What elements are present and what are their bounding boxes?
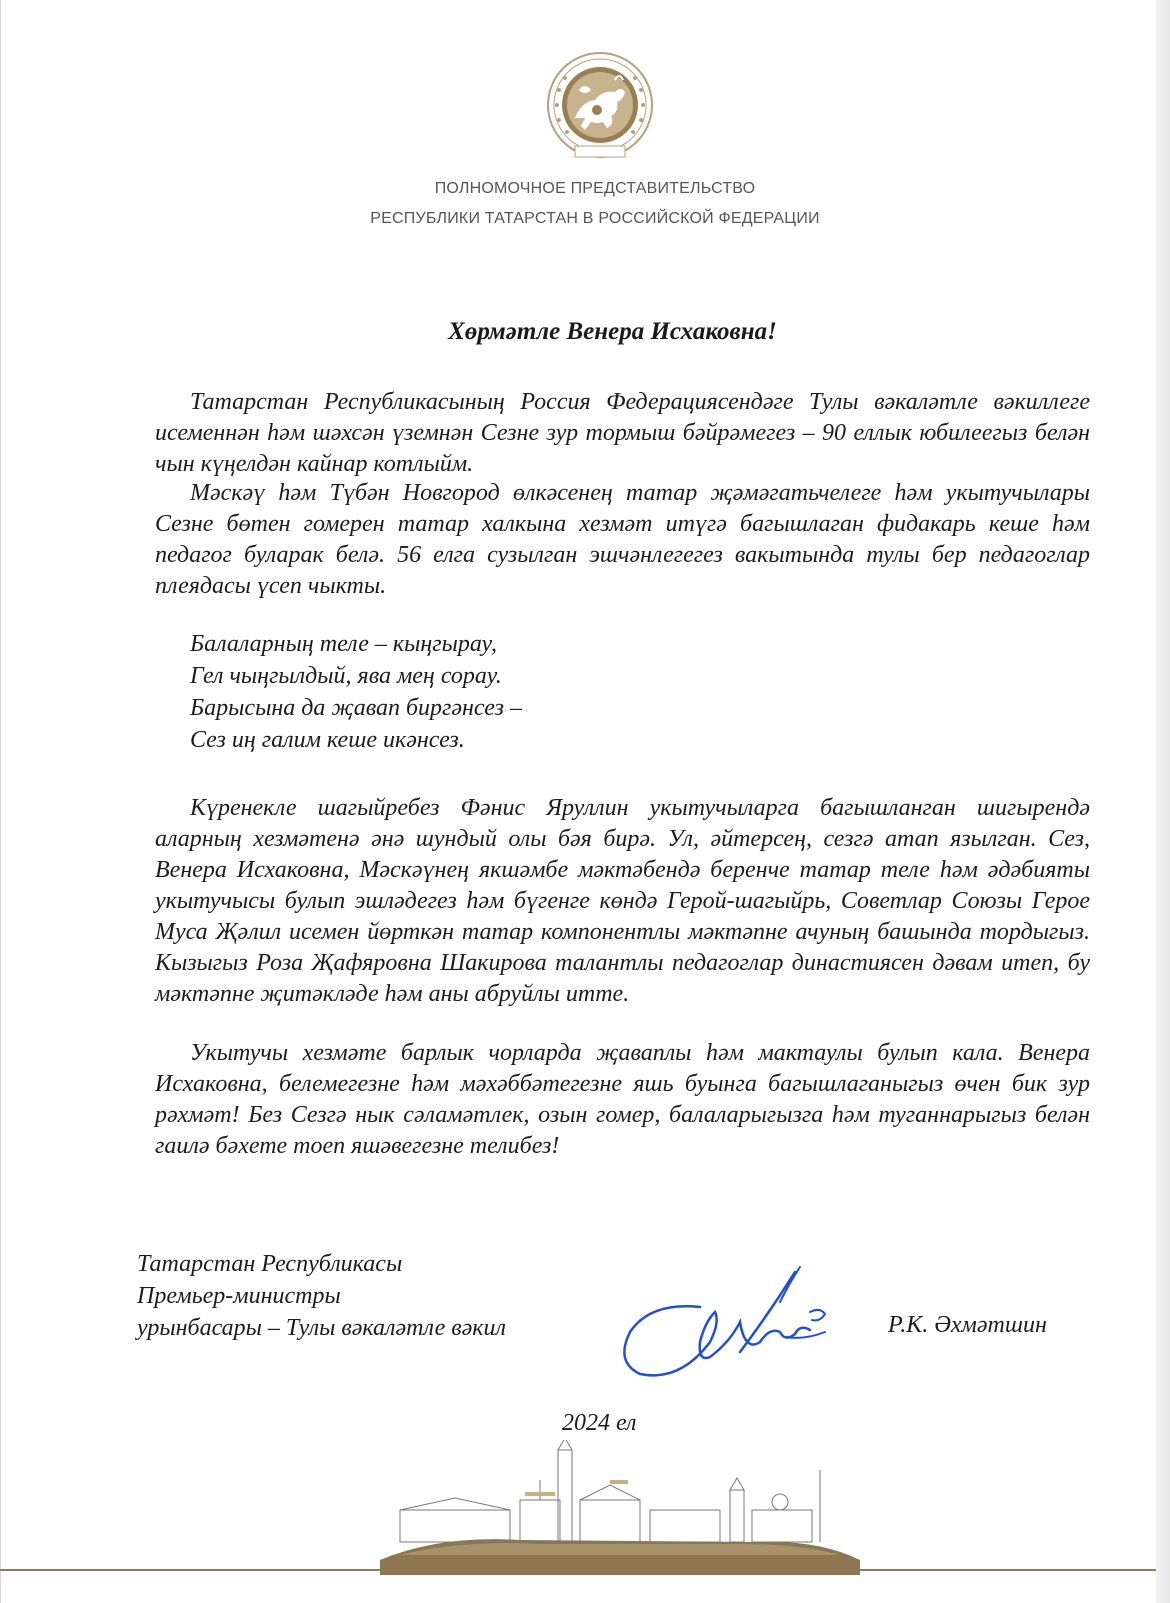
poem-line: Балаларның теле – кыңгырау, [190, 631, 497, 657]
signer-name: Р.К. Әхмәтшин [888, 1312, 1047, 1338]
poem-quote [190, 628, 522, 756]
paragraph-4-text: Укытучы хезмәте барлык чорларда җаваплы һәм мактаулы булып кала. Венера Исхаковна, белемегезне һәм мәхәббәтегезне яшь буынга багышлаганыгыз өчен бик зур рәхмәт! Без Сезгә нык сәламәтлек, озын гомер, балаларыгызга һәм туганнарыгыз белән гаилә бәхете тоеп яшәвегезне телибез! [155, 1040, 1090, 1159]
paragraph-1-text: Татарстан Республикасының Россия Федерациясендәге Тулы вәкаләтле вәкиллеге исеменнән һәм шәхсән үземнән Сезне зур тормыш бәйрәмегез – 90 еллык юбилеегыз белән чын күңелдән кайнар котлыйм. [155, 389, 1090, 477]
letter-year: 2024 ел [562, 1410, 637, 1436]
page-edge [1156, 0, 1170, 1603]
letter-paragraph-4 [155, 1038, 1090, 1162]
letter-paragraph-3 [155, 793, 1090, 1010]
signatory-title-line-3: урынбасары – Тулы вәкаләтле вәкил [137, 1315, 506, 1341]
org-name-line-2: РЕСПУБЛИКИ ТАТАРСТАН В РОССИЙСКОЙ ФЕДЕРАЦИИ [370, 210, 820, 227]
org-name-line-1: ПОЛНОМОЧНОЕ ПРЕДСТАВИТЕЛЬСТВО [434, 180, 756, 197]
footer-rule [0, 1569, 1156, 1571]
handwritten-signature-icon [620, 1262, 850, 1392]
poem-line: Сез иң галим кеше икәнсез. [190, 727, 465, 753]
letter-greeting: Хөрмәтле Венера Исхаковна! [448, 318, 777, 345]
letter-paragraph-1 [155, 387, 1090, 480]
signatory-title-line-2: Премьер-министры [137, 1283, 341, 1309]
tatarstan-coat-of-arms-icon [545, 50, 655, 165]
paragraph-3-text: Күренекле шагыйребез Фәнис Яруллин укытучыларга багышланган шигырендә аларның хезмәтенә әнә шундый олы бәя бирә. Ул, әйтерсең, сезгә атап язылган. Сез, Венера Исхаковна, Мәскәүнең якшәмбе мәктәбендә беренче татар теле һәм әдәбияты укытучысы булып эшләдегез һәм бүгенге көндә Герой-шагыйрь, Советлар Союзы Герое Муса Җәлил исемен йөрткән татар компонентлы мәктәпне ачуның башында тордыгыз. Кызыгыз Роза Җафяровна Шакирова талантлы педагоглар династиясен дәвам итеп, бу мәктәпне җитәкләде һәм аны абруйлы итте. [155, 795, 1090, 1007]
kazan-kremlin-illustration-icon [380, 1440, 860, 1575]
poem-line: Гел чыңгылдый, ява мең сорау. [190, 663, 502, 689]
poem-line: Барысына да җавап биргәнсез – [190, 695, 522, 721]
signatory-title [137, 1248, 506, 1344]
paragraph-2-text: Мәскәү һәм Түбән Новгород өлкәсенең татар җәмәгатьчелеге һәм укытучылары Сезне бөтен гомерен татар халкына хезмәт итүгә багышлаган фидакарь кеше һәм педагог буларак белә. 56 елга сузылган эшчәнлегегез вакытында тулы бер педагоглар плеядасы үсеп чыкты. [155, 480, 1090, 599]
letter-paragraph-2 [155, 478, 1090, 602]
signatory-title-line-1: Татарстан Республикасы [137, 1251, 403, 1277]
